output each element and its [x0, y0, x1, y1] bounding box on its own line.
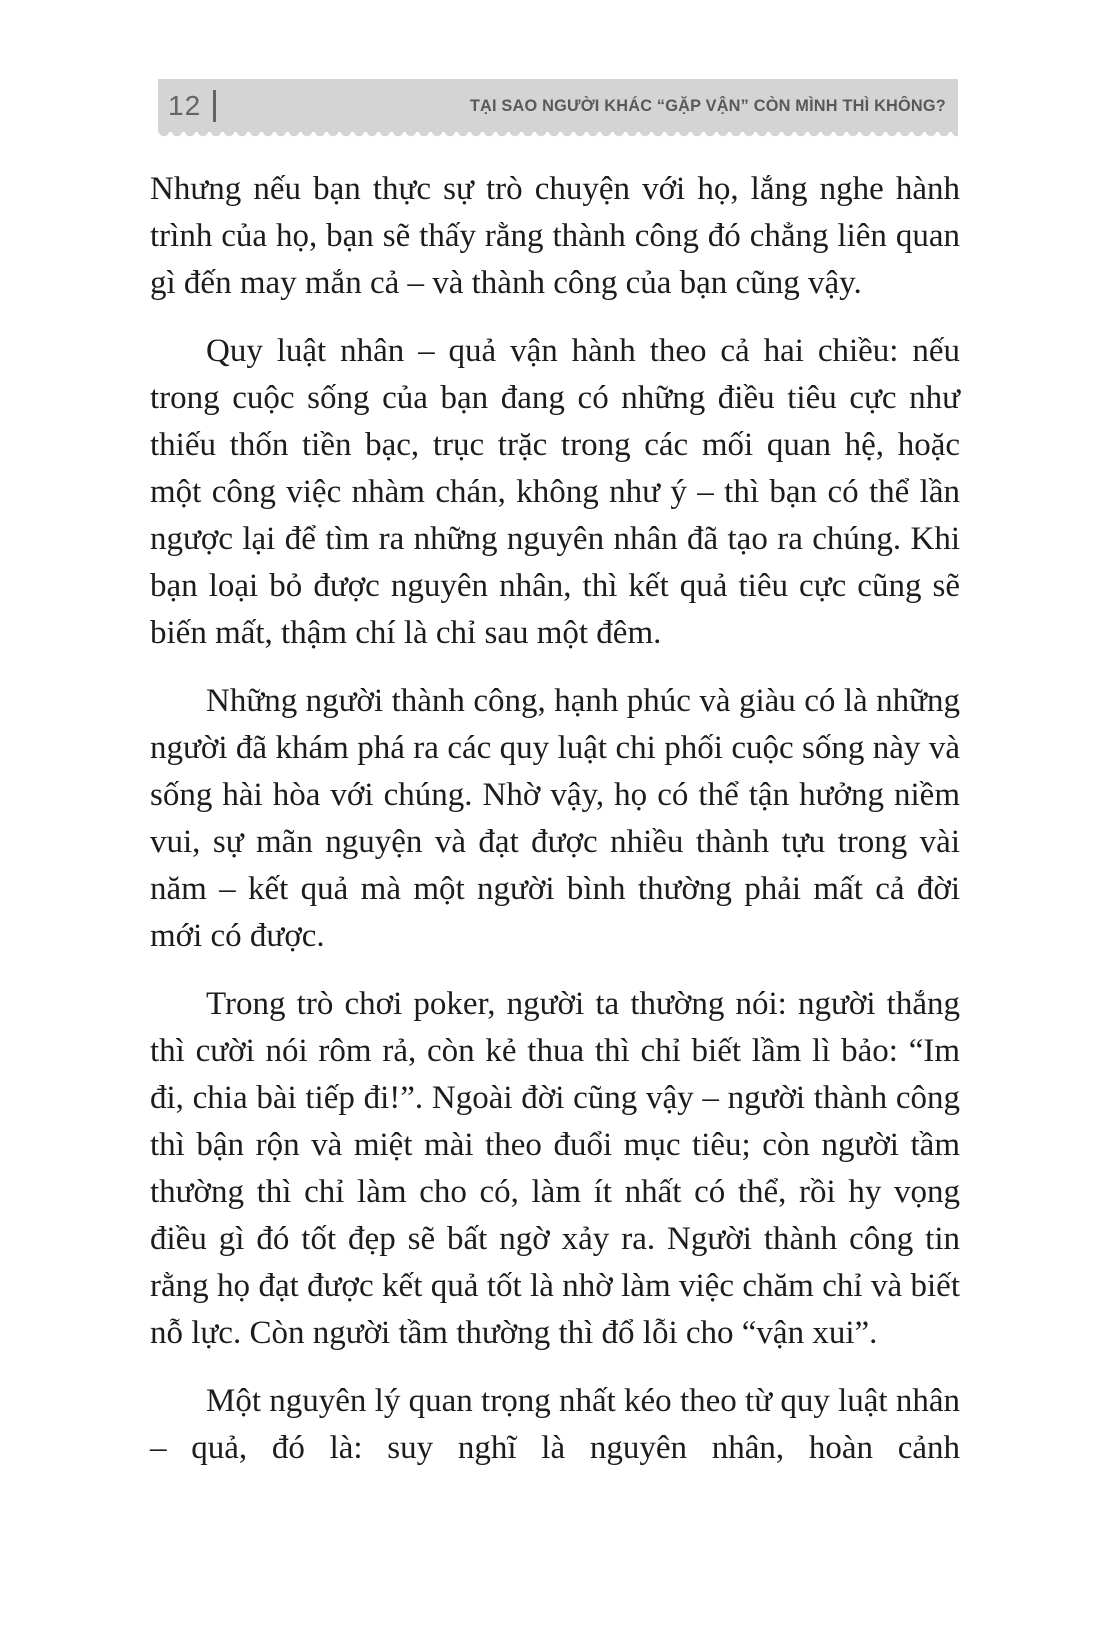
body-paragraph: Quy luật nhân – quả vận hành theo cả hai chiều: nếu trong cuộc sống của bạn đang có những điều tiêu cực như thiếu thốn tiền bạc, trục trặc trong các mối quan hệ, hoặc một công việc nhàm chán, không như ý – thì bạn có thể lần ngược lại để tìm ra những nguyên nhân đã tạo ra chúng. Khi bạn loại bỏ được nguyên nhân, thì kết quả tiêu cực cũng sẽ biến mất, thậm chí là chỉ sau một đêm.	[150, 333, 960, 651]
page-number: 12	[168, 89, 202, 121]
body-paragraph: Nhưng nếu bạn thực sự trò chuyện với họ, lắng nghe hành trình của họ, bạn sẽ thấy rằng thành công đó chẳng liên quan gì đến may mắn cả – và thành công của bạn cũng vậy.	[150, 171, 960, 301]
page-number-group	[168, 90, 216, 122]
running-header	[158, 79, 958, 132]
page-body	[150, 166, 960, 1472]
body-paragraph: Những người thành công, hạnh phúc và giàu có là những người đã khám phá ra các quy luật chi phối cuộc sống này và sống hài hòa với chúng. Nhờ vậy, họ có thể tận hưởng niềm vui, sự mãn nguyện và đạt được nhiều thành tựu trong vài năm – kết quả mà một người bình thường phải mất cả đời mới có được.	[150, 683, 960, 954]
body-paragraph: Một nguyên lý quan trọng nhất kéo theo từ quy luật nhân – quả, đó là: suy nghĩ là nguyên nhân, hoàn cảnh	[150, 1383, 960, 1466]
body-paragraph: Trong trò chơi poker, người ta thường nói: người thắng thì cười nói rôm rả, còn kẻ thua thì chỉ biết lầm lì bảo: “Im đi, chia bài tiếp đi!”. Ngoài đời cũng vậy – người thành công thì bận rộn và miệt mài theo đuổi mục tiêu; còn người tầm thường thì chỉ làm cho có, làm ít nhất có thể, rồi hy vọng điều gì đó tốt đẹp sẽ bất ngờ xảy ra. Người thành công tin rằng họ đạt được kết quả tốt là nhờ làm việc chăm chỉ và biết nỗ lực. Còn người tầm thường thì đổ lỗi cho “vận xui”.	[150, 986, 960, 1351]
running-title: TẠI SAO NGƯỜI KHÁC “GẶP VẬN” CÒN MÌNH THÌ KHÔNG?	[469, 95, 946, 115]
page-number-divider	[213, 90, 216, 122]
